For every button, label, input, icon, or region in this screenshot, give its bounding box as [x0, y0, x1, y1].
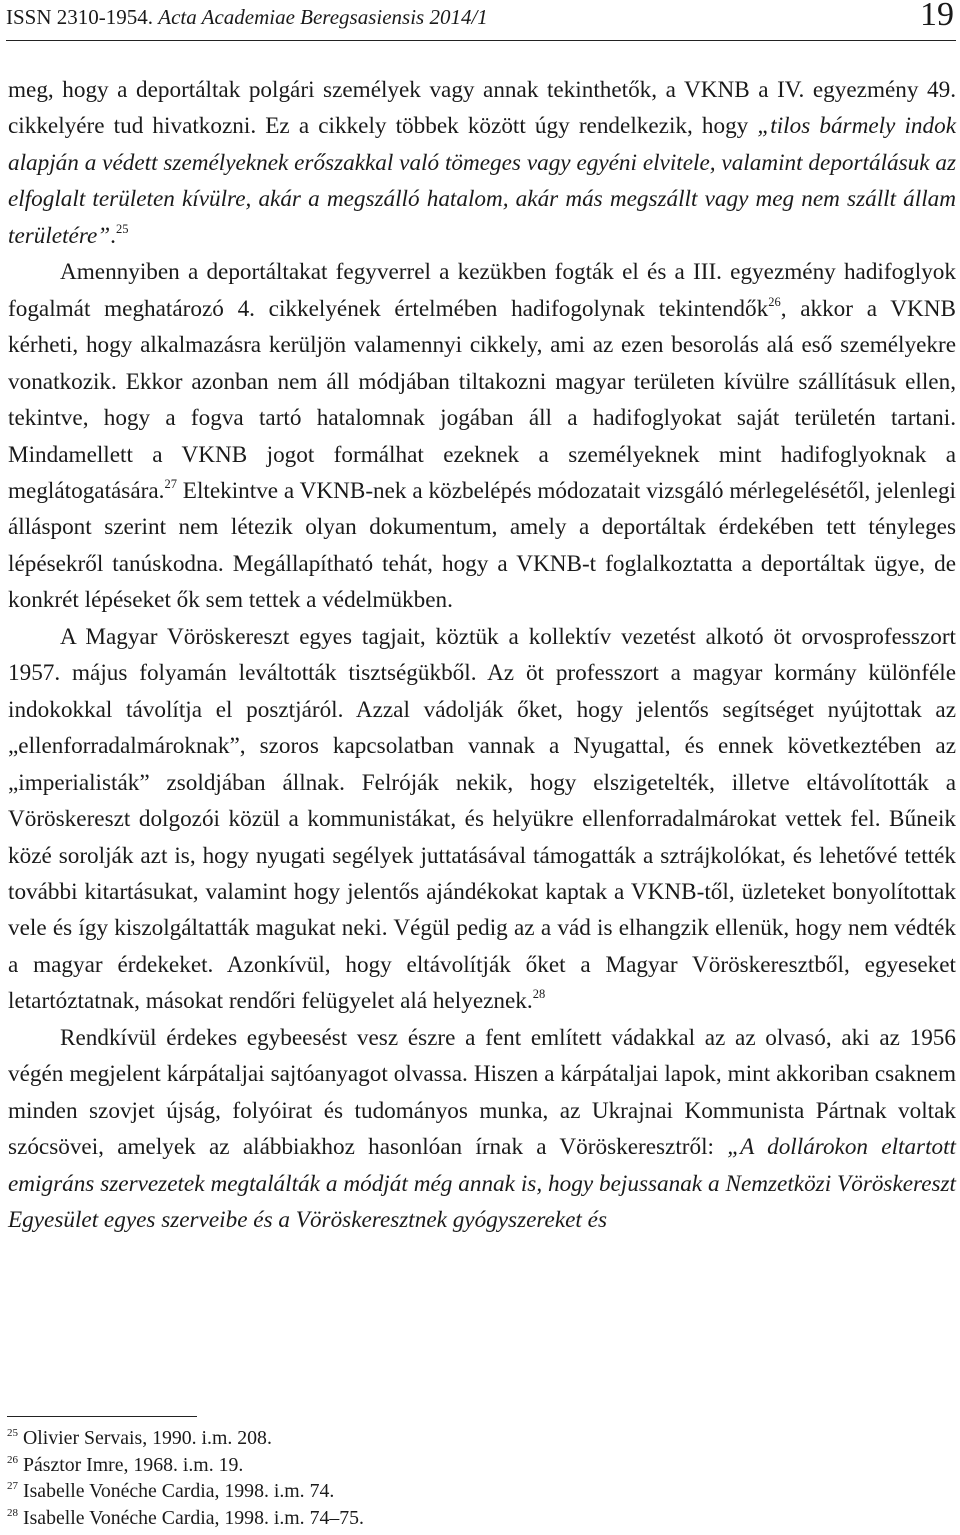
footnote-ref: 26 [768, 294, 781, 309]
footnote [7, 1452, 807, 1479]
text-run: A Magyar Vöröskereszt egyes tagjait, köztük a kollektív vezetést alkotó öt orvosprofesszort 1957. május folyamán leváltották tisztségükből. Az öt professzort a magyar kormány különféle indokokkal távolítja el posztjáról. Azzal vádolják őket, hogy jelentős segítséget nyújtottak az „ellenforradalmároknak”, szoros kapcsolatban vannak a Nyugattal, és ennek következtében az „imperialisták” zsoldjában állnak. Felróják nekik, hogy elszigetelték, illetve eltávolították a Vöröskereszt dolgozói közül a kommunistákat, és helyükre ellenforradalmárokat vettek fel. Bűneik közé sorolják azt is, hogy nyugati segélyek juttatásával támogatták a sztrájkolókat, és lehetővé tették további kitartásukat, valamint hogy jelentős ajándékokat kaptak a VKNB-től, üzleteket bonyolítottak vele és így kiszolgáltatták magukat neki. Végül pedig az a vád is elhangzik ellenük, hogy nem védték a magyar érdekeket. Azonkívül, hogy eltávolítják őket a Magyar Vöröskeresztből, egyeseket letartóztatnak, másokat rendőri felügyelet alá helyeznek. [8, 623, 956, 1015]
text-run: , akkor a VKNB kérheti, hogy alkalmazásra kerüljön valamennyi cikkely, ami az ezen besorolás alá eső személyekre vonatkozik. Ekkor azonban nem áll módjában tiltakozni magyar területen kívülre szállításuk ellen, tekintve, hogy a fogva tartó hatalomnak jogában áll a hadifoglyokat saját területén tartani. Mindamellett a VKNB jogot formálhat ezeknek a személyeknek mint hadifoglyoknak a meglátogatására. [8, 295, 956, 504]
footnote-number: 28 [7, 1506, 18, 1519]
issn: ISSN 2310-1954. [6, 5, 154, 29]
running-header [6, 0, 956, 42]
footnote-text: Isabelle Vonéche Cardia, 1998. i.m. 74–75. [23, 1506, 364, 1529]
paragraph [8, 254, 956, 619]
text-run: meg, hogy a deportáltak polgári személyek vagy annak tekinthetők, a VKNB a IV. egyezmény 49. cikkelyére tud hivatkozni. Ez a cikkely többek között úgy rendelkezik, hogy [8, 77, 956, 140]
text-run: Amennyiben a deportáltakat fegyverrel a kezükben fogták el és a III. egyezmény hadifoglyok fogalmát meghatározó 4. cikkelyének értelmében hadifogolynak tekintendők [8, 259, 956, 322]
footnote-number: 25 [7, 1427, 18, 1439]
journal-line [6, 2, 488, 32]
paragraph [8, 1020, 956, 1239]
footnote-text: Isabelle Vonéche Cardia, 1998. i.m. 74. [23, 1480, 335, 1502]
page-number: 19 [920, 0, 954, 33]
footnote-ref: 25 [115, 221, 129, 236]
footnote [7, 1478, 807, 1505]
footnotes [7, 1425, 807, 1531]
footnote-text: Pásztor Imre, 1968. i.m. 19. [23, 1453, 244, 1476]
footnote-number: 27 [7, 1480, 18, 1492]
quotation: „A dollárokon eltartott emigráns szervezetek megtalálták a módját még annak is, hogy bejussanak a Nemzetközi Vöröskereszt Egyesület egyes szerveibe és a Vöröskeresztnek gyógyszereket és [8, 1134, 956, 1234]
quotation: „tilos bármely indok alapján a védett személyeknek erőszakkal való tömeges vagy egyéni elvitele, valamint deportálásuk az elfoglalt területen kívülre, akár a megszálló hatalom, akár más megszállt vagy meg nem szállt állam területére” [8, 113, 956, 249]
paragraph [8, 72, 956, 254]
text-run: . [110, 222, 116, 249]
footnote-rule [7, 1416, 197, 1417]
body-text [8, 72, 956, 1239]
footnote-ref: 28 [532, 987, 546, 1002]
footnote-ref: 27 [164, 476, 177, 491]
journal-title: Acta Academiae Beregsasiensis 2014/1 [158, 5, 488, 29]
text-run: Eltekintve a VKNB-nek a közbelépés módozatait vizsgáló mérlegelésétől, jelenlegi álláspont szerint nem létezik olyan dokumentum, amely a deportáltak érdekében tett tényleges lépésekről tanúskodna. Megállapítható tehát, hogy a VKNB-t foglalkoztatta a deportáltak ügye, de konkrét lépéseket ők sem tettek a védelmükben. [8, 477, 956, 614]
footnote [7, 1425, 807, 1452]
footnote-text: Olivier Servais, 1990. i.m. 208. [23, 1427, 272, 1449]
text-run: Rendkívül érdekes egybeesést vesz észre a fent említett vádakkal az az olvasó, aki az 1956 végén megjelent kárpátaljai sajtóanyagot olvassa. Hiszen a kárpátaljai lapok, mint akkoriban csaknem minden szovjet újság, folyóirat és tudományos munka, az Ukrajnai Kommunista Pártnak voltak szócsövei, amelyek az alábbiakhoz hasonlóan írnak a Vöröskeresztről: [8, 1024, 956, 1161]
footnote-number: 26 [7, 1453, 18, 1466]
paragraph [8, 619, 956, 1020]
footnote [7, 1505, 807, 1532]
header-rule [6, 40, 956, 41]
